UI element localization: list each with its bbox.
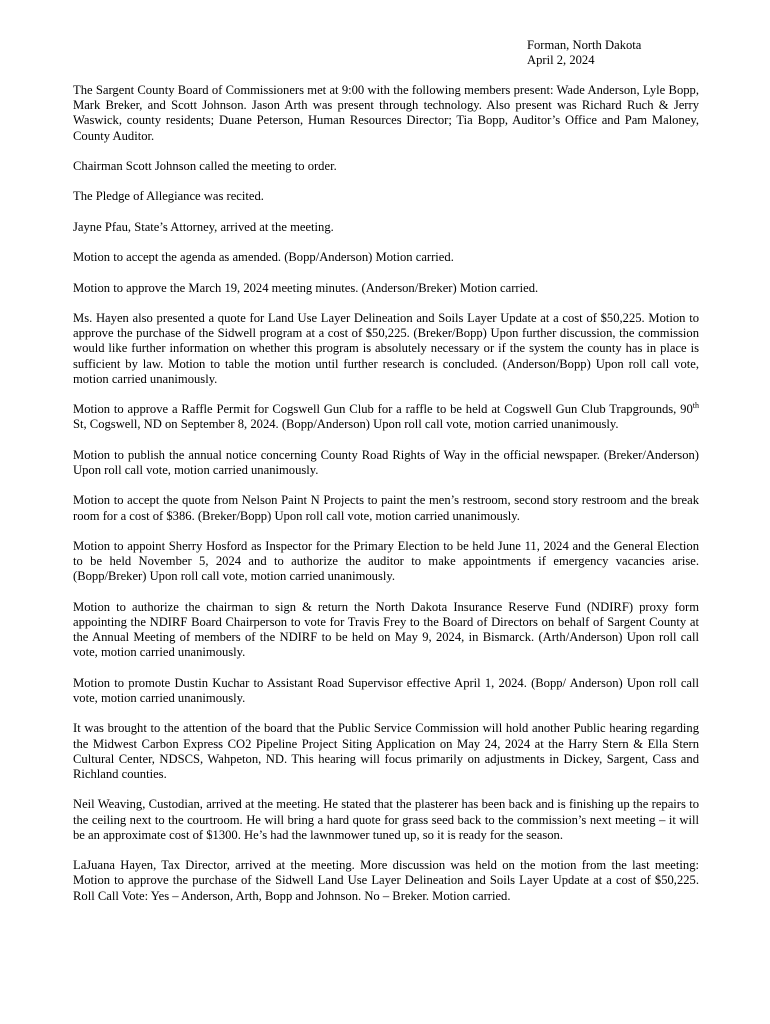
paint-quote-paragraph: Motion to accept the quote from Nelson Paint N Projects to paint the men’s restroom, second story restroom and the break room for a cost of $386. (Breker/Bopp) Upon roll call vote, motion carried unanimously. [73, 493, 699, 523]
document-header [527, 38, 727, 68]
raffle-permit-paragraph [73, 402, 699, 432]
attendance-paragraph: The Sargent County Board of Commissioners met at 9:00 with the following members present: Wade Anderson, Lyle Bopp, Mark Breker, and Scott Johnson. Jason Arth was present through technology. Also present was Richard Ruch & Jerry Waswick, county residents; Duane Peterson, Human Resources Director; Tia Bopp, Auditor’s Office and Pam Maloney, County Auditor. [73, 83, 699, 143]
pledge-paragraph: The Pledge of Allegiance was recited. [73, 189, 264, 204]
raffle-permit-text-before: Motion to approve a Raffle Permit for Cogswell Gun Club for a raffle to be held at Cogswell Gun Club Trapgrounds, 90 [73, 402, 693, 417]
states-attorney-arrival-paragraph: Jayne Pfau, State’s Attorney, arrived at the meeting. [73, 219, 334, 234]
tax-director-paragraph: LaJuana Hayen, Tax Director, arrived at the meeting. More discussion was held on the motion from the last meeting: Motion to approve the purchase of the Sidwell Land Use Layer Delineation and Soils Layer Update at a cost of $50,225. Roll Call Vote: Yes – Anderson, Arth, Bopp and Johnson. No – Breker. Motion carried. [73, 858, 699, 903]
election-inspector-paragraph: Motion to appoint Sherry Hosford as Inspector for the Primary Election to be held June 11, 2024 and the General Election to be held November 5, 2024 and to authorize the auditor to make appointments if emergency vacancies arise. (Bopp/Breker) Upon roll call vote, motion carried unanimously. [73, 538, 699, 584]
agenda-motion-paragraph: Motion to accept the agenda as amended. (Bopp/Anderson) Motion carried. [73, 250, 454, 265]
sidwell-quote-paragraph: Ms. Hayen also presented a quote for Land Use Layer Delineation and Soils Layer Update at a cost of $50,225. Motion to approve the purchase of the Sidwell program at a cost of $50,225. (Breker/Bopp) Upon further discussion, the commission would like further information on whether this program is absolutely necessary or if the system the county has in place is sufficient by law. Motion to table the motion until further research is concluded. (Anderson/Bopp) Upon roll call vote, motion carried unanimously. [73, 310, 699, 386]
minutes-approval-paragraph: Motion to approve the March 19, 2024 meeting minutes. (Anderson/Breker) Motion carried. [73, 280, 539, 295]
meeting-location: Forman, North Dakota [527, 38, 642, 52]
raffle-permit-text-after: St, Cogswell, ND on September 8, 2024. (Bopp/Anderson) Upon roll call vote, motion carried unanimously. [73, 417, 619, 432]
ordinal-suffix: th [692, 400, 699, 410]
minutes-body [73, 83, 699, 919]
ndirf-proxy-paragraph: Motion to authorize the chairman to sign & return the North Dakota Insurance Reserve Fund (NDIRF) proxy form appointing the NDIRF Board Chairperson to vote for Travis Frey to the Board of Directors on behalf of Sargent County at the Annual Meeting of members of the NDIRF to be held on May 9, 2024, in Bismarck. (Arth/Anderson) Upon roll call vote, motion carried unanimously. [73, 599, 699, 660]
pipeline-hearing-paragraph: It was brought to the attention of the board that the Public Service Commission will hold another Public hearing regarding the Midwest Carbon Express CO2 Pipeline Project Siting Application on May 24, 2024 at the Harry Stern & Ella Stern Cultural Center, NDSCS, Wahpeton, ND. This hearing will focus primarily on adjustments in Dickey, Sargent, Cass and Richland counties. [73, 721, 699, 781]
road-rights-paragraph: Motion to publish the annual notice concerning County Road Rights of Way in the official newspaper. (Breker/Anderson) Upon roll call vote, motion carried unanimously. [73, 447, 699, 477]
promotion-paragraph: Motion to promote Dustin Kuchar to Assistant Road Supervisor effective April 1, 2024. (Bopp/ Anderson) Upon roll call vote, motion carried unanimously. [73, 675, 699, 705]
custodian-paragraph: Neil Weaving, Custodian, arrived at the meeting. He stated that the plasterer has been back and is finishing up the repairs to the ceiling next to the courtroom. He will bring a hard quote for grass seed back to the commission’s next meeting – it will be an approximate cost of $1300. He’s had the lawnmower tuned up, so it is ready for the season. [73, 797, 699, 842]
call-to-order-paragraph: Chairman Scott Johnson called the meeting to order. [73, 159, 337, 173]
meeting-date: April 2, 2024 [527, 53, 595, 68]
